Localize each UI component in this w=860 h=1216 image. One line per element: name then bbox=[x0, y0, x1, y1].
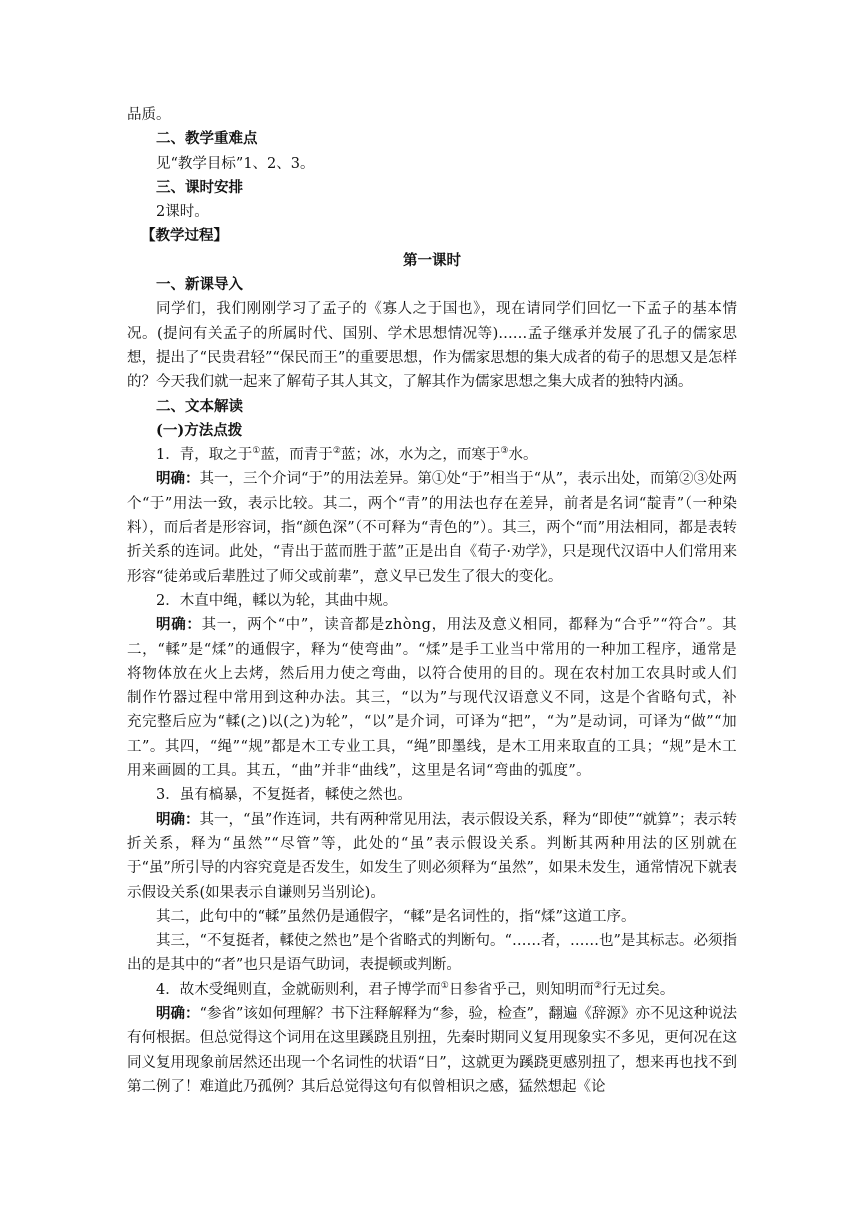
text-line: 见“教学目标”1、2、3。 bbox=[156, 155, 315, 172]
answer-3-part-2: 其二，此句中的“輮”虽然仍是通假字，“輮”是名词性的，指“煣”这道工序。 bbox=[156, 908, 636, 925]
section-heading: 一、新课导入 bbox=[156, 276, 243, 294]
subsection-heading: (一)方法点拨 bbox=[156, 421, 243, 439]
paragraph-intro: 同学们，我们刚刚学习了孟子的《寡人之于国也》，现在请同学们回忆一下孟子的基本情况。(提问有关孟子的所属时代、国别、学术思想情况等)……孟子继承并发展了孔子的儒家思想，提出了“民贵君轻”“保民而王”的重要思想，作为儒家思想的集大成者的荀子的思想又是怎样的？今天我们就一起来了解荀子其人其文，了解其作为儒家思想之集大成者的独特内涵。 bbox=[127, 301, 737, 391]
section-heading: 三、课时安排 bbox=[156, 178, 243, 196]
question-3: 3．虽有槁暴，不复挺者，輮使之然也。 bbox=[156, 787, 412, 804]
answer-3: 明确：其一，“虽”作连词，共有两种常见用法，表示假设关系，释为“即使”“就算”；表示转折关系，释为“虽然”“尽管”等，此处的“虽”表示假设关系。判断其两种用法的区别就在于“虽”所引导的内容究竟是否发生，如发生了则必须释为“虽然”，如果未发生，通常情况下就表示假设关系(如果表示自谦则另当别论)。 bbox=[127, 810, 738, 901]
question-4: 4．故木受绳则直，金就砺则利，君子博学而①日参省乎己，则知明而②行无过矣。 bbox=[156, 980, 675, 998]
answer-1: 明确：其一，三个介词“于”的用法差异。第①处“于”相当于“从”，表示出处，而第②③处两个“于”用法一致，表示比较。其二，两个“青”的用法也存在差异，前者是名词“靛青”（一种染料），而后者是形容词，指“颜色深”（不可释为“青色的”）。其三，两个“而”用法相同，都是表转折关系的连词。此处，“青出于蓝而胜于蓝”正是出自《荀子·劝学》，只是现代汉语中人们常用来形容“徒弟或后辈胜过了师父或前辈”，意义早已发生了很大的变化。 bbox=[127, 470, 738, 585]
question-2: 2．木直中绳，輮以为轮，其曲中规。 bbox=[156, 592, 398, 609]
answer-3-part-3: 其三，“不复挺者，輮使之然也”是个省略式的判断句。“……者，……也”是其标志。必须指出的是其中的“者”也只是语气助词，表提顿或判断。 bbox=[127, 933, 737, 974]
lesson-title: 第一课时 bbox=[403, 251, 461, 269]
question-1: 1．青，取之于①蓝，而青于②蓝；冰，水为之，而寒于③水。 bbox=[156, 446, 538, 464]
section-heading: 二、文本解读 bbox=[156, 397, 243, 415]
document-body bbox=[127, 103, 737, 1099]
section-heading: 【教学过程】 bbox=[141, 227, 228, 245]
text-line: 2课时。 bbox=[156, 204, 209, 221]
answer-2: 明确：其一，两个“中”，读音都是zhòng，用法及意义相同，都释为“合乎”“符合”。其二，“輮”是“煣”的通假字，释为“使弯曲”。“煣”是手工业当中常用的一种加工程序，通常是将物体放在火上去烤，然后用力使之弯曲，以符合使用的目的。现在农村加工农具时或人们制作竹器过程中常用到这种办法。其三，“以为”与现代汉语意义不同，这是个省略句式，补充完整后应为“輮(之)以(之)为轮”，“以”是介词，可译为“把”，“为”是动词，可译为“做”“加工”。其四，“绳”“规”都是木工专业工具，“绳”即墨线，是木工用来取直的工具；“规”是木工用来画圆的工具。其五，“曲”并非“曲线”，这里是名词“弯曲的弧度”。 bbox=[127, 616, 737, 780]
answer-4: 明确：“参省”该如何理解？书下注释解释为“参，验，检查”，翻遍《辞源》亦不见这种说法有何根据。但总觉得这个词用在这里蹊跷且别扭，先秦时期同义复用现象实不多见，更何况在这同义复用现象前居然还出现一个名词性的状语“日”，这就更为蹊跷更感别扭了，想来再也找不到第二例了！难道此乃孤例？其后总觉得这句有似曾相识之感，猛然想起《论 bbox=[127, 1004, 737, 1095]
section-heading: 二、教学重难点 bbox=[156, 130, 258, 148]
text-line: 品质。 bbox=[127, 107, 171, 123]
